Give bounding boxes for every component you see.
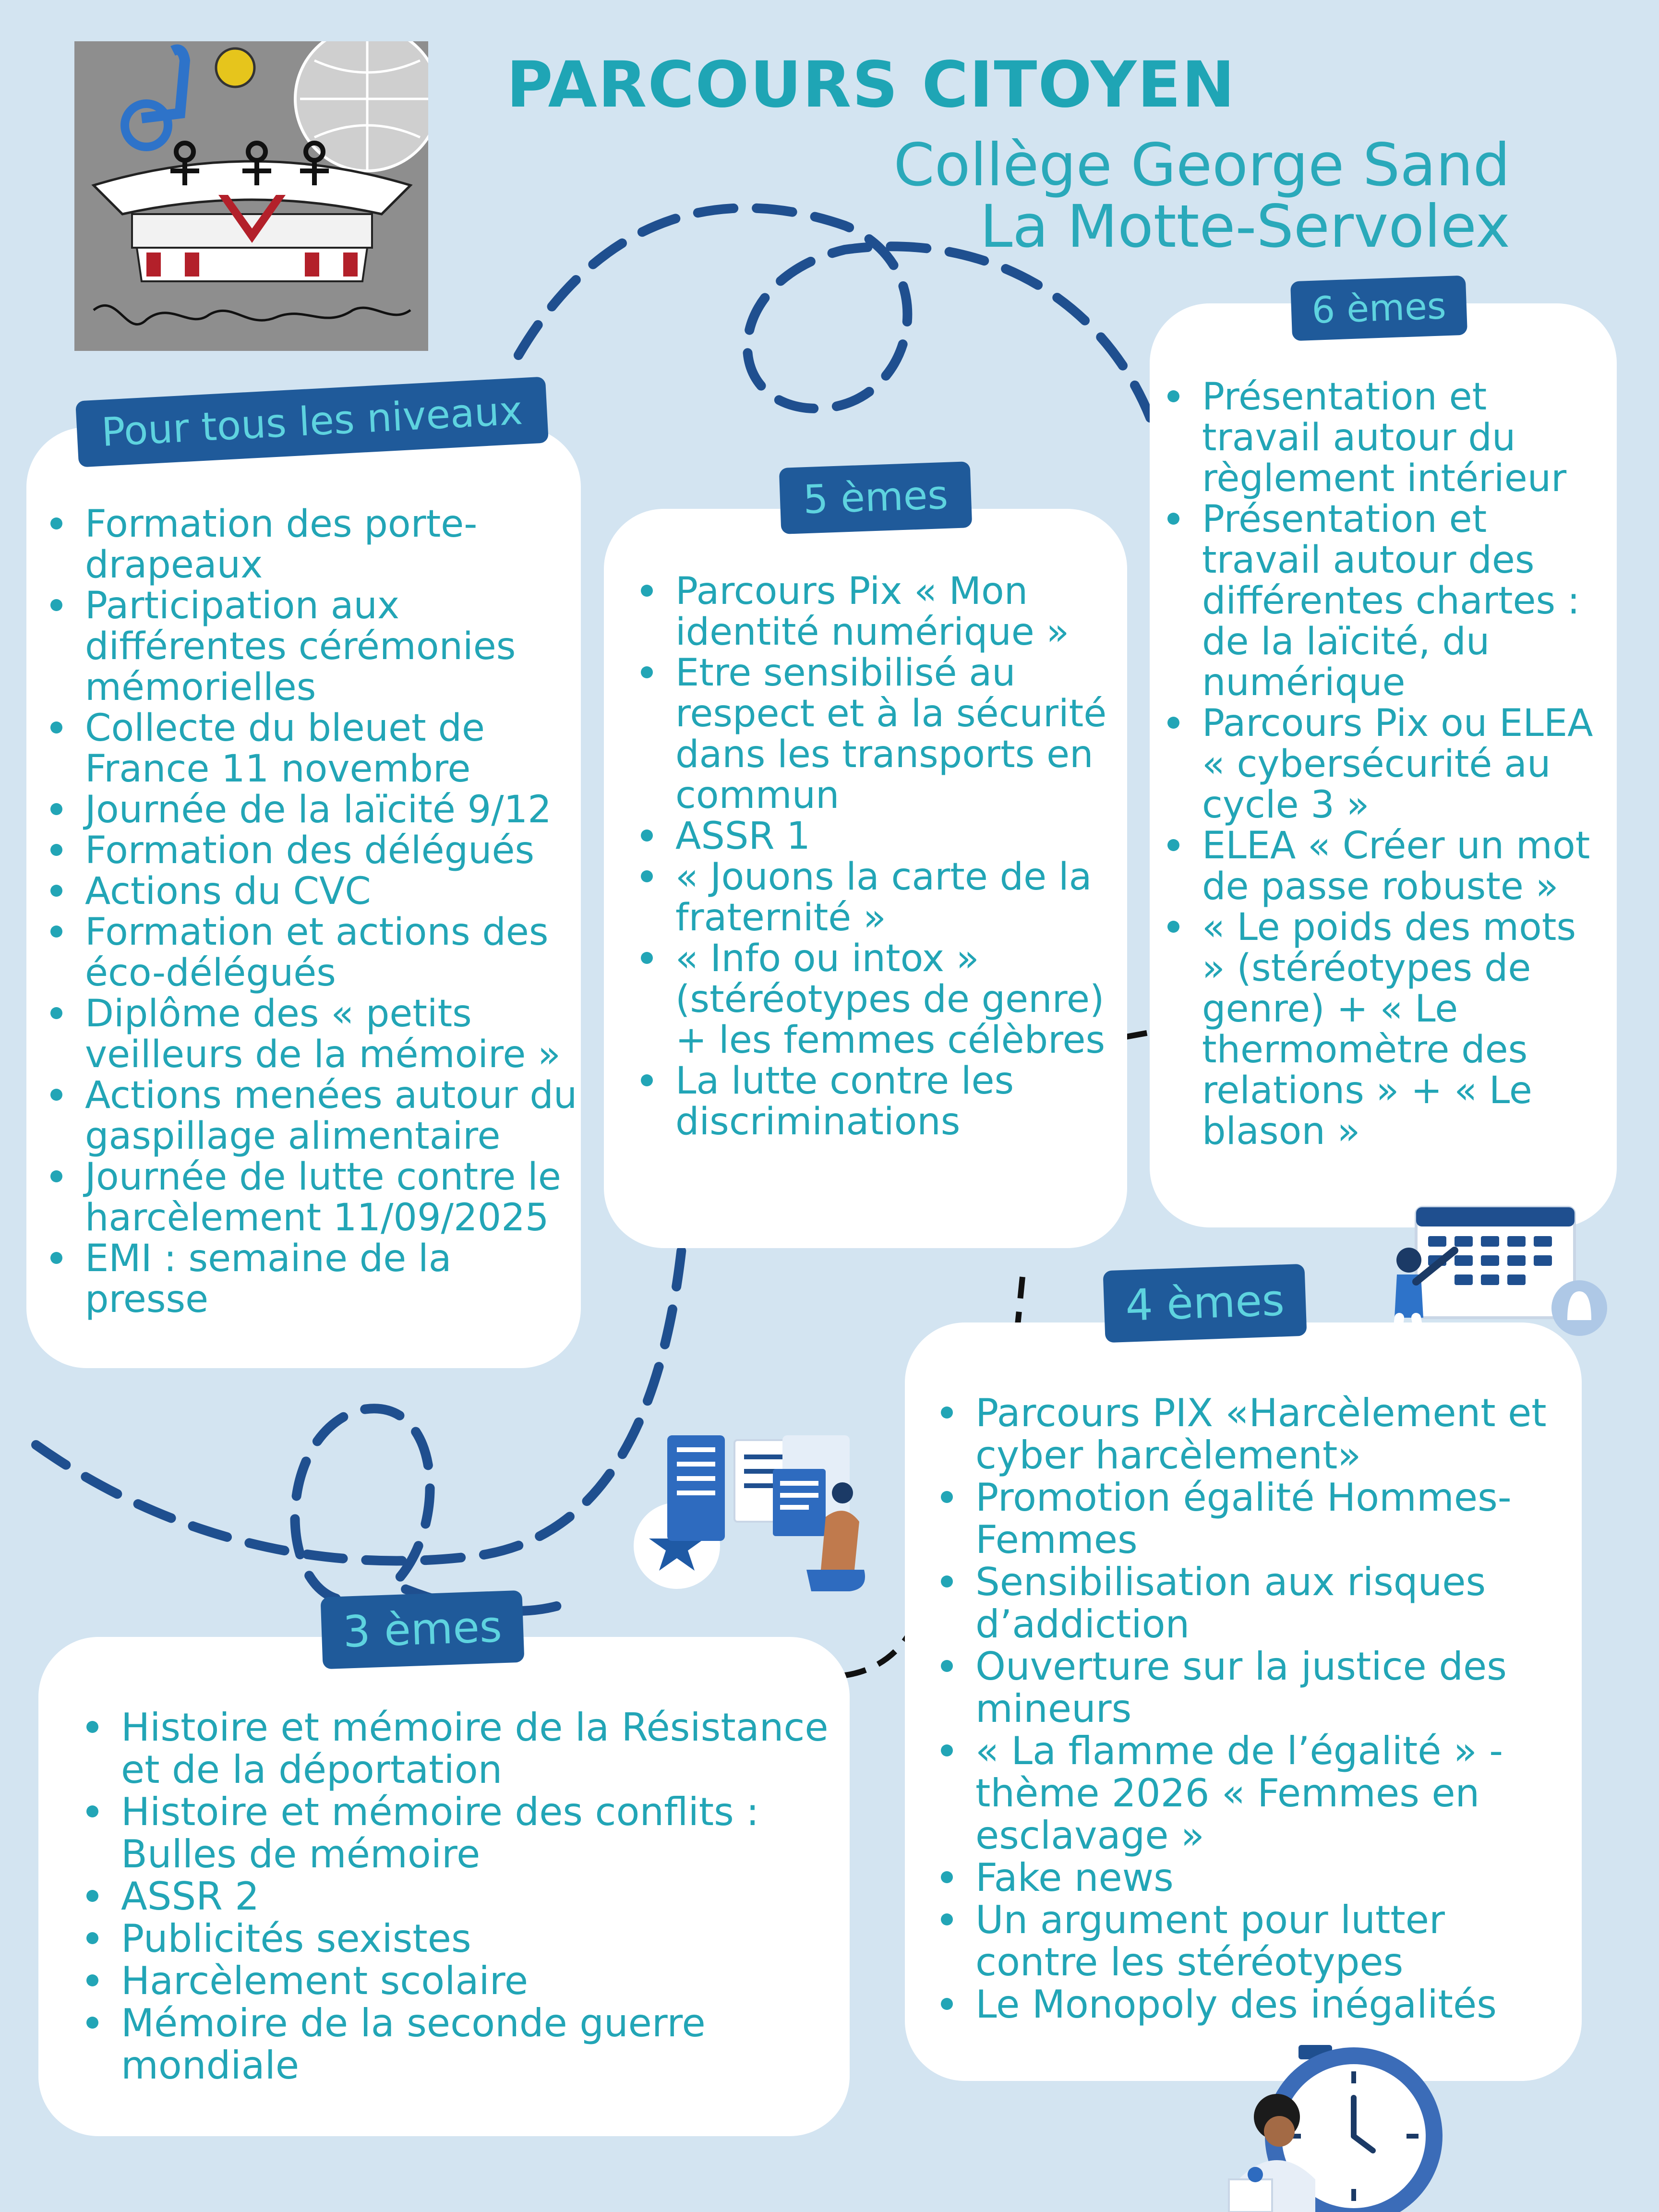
list-item: Collecte du bleuet de France 11 novembre: [50, 708, 583, 790]
list-item: « Le poids des mots » (stéréotypes de genre) + « Le thermomètre des relations » + « Le blason »: [1167, 907, 1609, 1152]
page-title: PARCOURS CITOYEN: [506, 48, 1236, 122]
list-item: Actions menées autour du gaspillage alimentaire: [50, 1075, 583, 1157]
list-item: Formation des porte-drapeaux: [50, 504, 583, 586]
list-item: Le Monopoly des inégalités: [941, 1984, 1579, 2026]
list-item: Sensibilisation aux risques d’addiction: [941, 1561, 1579, 1646]
list-item: « Jouons la carte de la fraternité »: [641, 857, 1121, 938]
list-item: Actions du CVC: [50, 871, 583, 912]
school-location-line: La Motte-Servolex: [980, 192, 1510, 261]
list-item: Mémoire de la seconde guerre mondiale: [86, 2002, 835, 2087]
badge-3eme: 3 èmes: [321, 1590, 525, 1670]
school-name-line1: Collège George Sand: [893, 131, 1510, 199]
list-item: Journée de la laïcité 9/12: [50, 790, 583, 830]
list-all-levels: [50, 504, 583, 1320]
list-item: Ouverture sur la justice des mineurs: [941, 1646, 1579, 1730]
list-item: Parcours PIX «Harcèlement et cyber harcèlement»: [941, 1392, 1579, 1477]
list-item: ASSR 2: [86, 1875, 835, 1918]
badge-all-levels: Pour tous les niveaux: [75, 376, 549, 467]
list-item: La lutte contre les discriminations: [641, 1061, 1121, 1142]
list-item: Histoire et mémoire des conflits : Bulles de mémoire: [86, 1791, 835, 1875]
list-item: Présentation et travail autour des différentes chartes : de la laïcité, du numérique: [1167, 499, 1609, 703]
badge-6eme: 6 èmes: [1290, 276, 1467, 341]
list-item: Formation et actions des éco-délégués: [50, 912, 583, 994]
list-item: ASSR 1: [641, 816, 1121, 857]
school-logo: [74, 41, 428, 351]
list-item: Un argument pour lutter contre les stéréotypes: [941, 1899, 1579, 1984]
list-item: « Info ou intox » (stéréotypes de genre) + les femmes célèbres: [641, 938, 1121, 1061]
list-item: Journée de lutte contre le harcèlement 11/09/2025: [50, 1157, 583, 1238]
list-item: Formation des délégués: [50, 830, 583, 871]
alarm-clock-icon: [1210, 2035, 1479, 2212]
list-6eme: [1167, 377, 1609, 1152]
list-item: « La flamme de l’égalité » - thème 2026 « Femmes en esclavage »: [941, 1730, 1579, 1857]
list-item: Histoire et mémoire de la Résistance et de la déportation: [86, 1707, 835, 1791]
list-item: Parcours Pix ou ELEA « cybersécurité au cycle 3 »: [1167, 703, 1609, 826]
list-item: Présentation et travail autour du règlement intérieur: [1167, 377, 1609, 499]
list-item: Harcèlement scolaire: [86, 1960, 835, 2002]
list-item: Diplôme des « petits veilleurs de la mémoire »: [50, 994, 583, 1075]
list-item: Publicités sexistes: [86, 1918, 835, 1960]
documents-icon: [624, 1426, 874, 1599]
list-3eme: [86, 1707, 835, 2087]
list-item: Participation aux différentes cérémonies mémorielles: [50, 586, 583, 708]
list-item: Promotion égalité Hommes-Femmes: [941, 1477, 1579, 1561]
list-item: Etre sensibilisé au respect et à la sécurité dans les transports en commun: [641, 653, 1121, 816]
list-item: Parcours Pix « Mon identité numérique »: [641, 571, 1121, 653]
list-4eme: [941, 1392, 1579, 2026]
list-5eme: [641, 571, 1121, 1142]
calendar-icon: [1382, 1198, 1608, 1361]
school-name: [742, 131, 1510, 261]
badge-5eme: 5 èmes: [779, 461, 973, 534]
list-item: EMI : semaine de la presse: [50, 1238, 583, 1320]
badge-4eme: 4 èmes: [1103, 1264, 1307, 1343]
list-item: Fake news: [941, 1857, 1579, 1899]
list-item: ELEA « Créer un mot de passe robuste »: [1167, 826, 1609, 907]
